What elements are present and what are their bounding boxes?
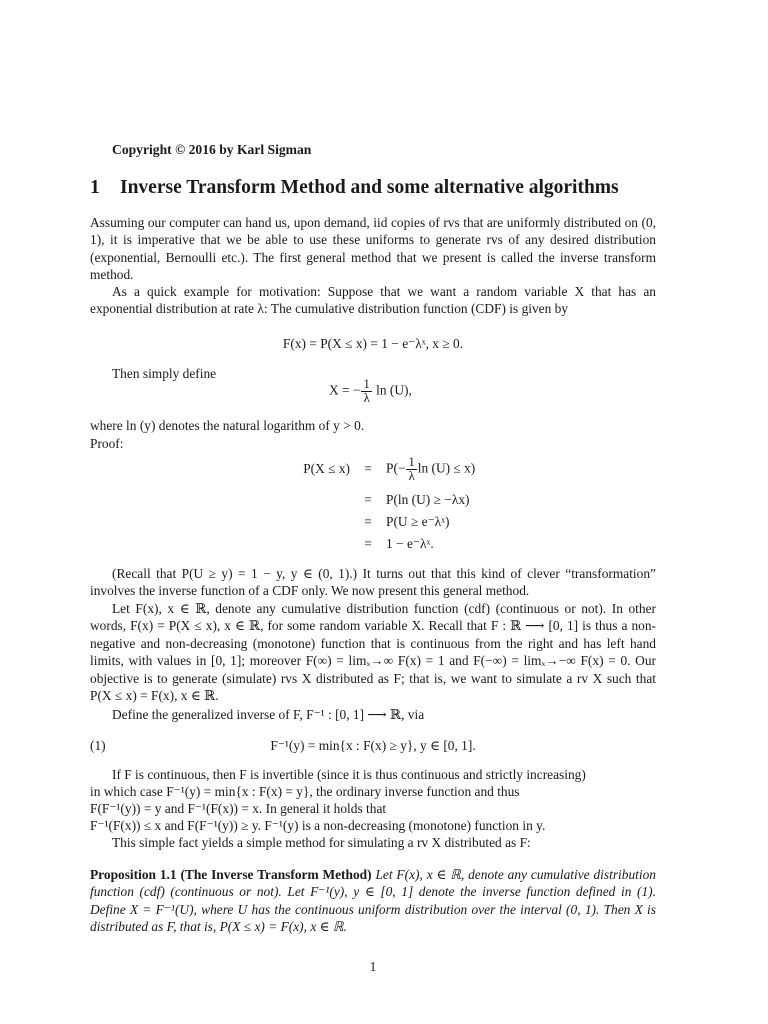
proof-row-op: =	[364, 536, 372, 551]
paragraph-generalized-inverse: Define the generalized inverse of F, F⁻¹ : [0, 1] ⟶ ℝ, via	[112, 707, 425, 722]
section-title: Inverse Transform Method and some alternative algorithms	[120, 177, 619, 198]
section-number: 1	[90, 177, 100, 198]
proof-frac-den: λ	[408, 469, 415, 483]
eq-x-frac-num: 1	[363, 377, 370, 391]
proof-row-rhs: P(U ≥ e⁻λˣ)	[386, 514, 450, 529]
continuity-line: in which case F⁻¹(y) = min{x : F(x) = y}, the ordinary inverse function and thus	[90, 784, 520, 799]
paragraph-recall: (Recall that P(U ≥ y) = 1 − y, y ∈ (0, 1).) It turns out that this kind of clever “transformation” involves the inverse function of a CDF only. We now present this general method.	[90, 566, 656, 599]
continuity-line: If F is continuous, then F is invertible (since it is thus continuous and strictly increasing)	[112, 767, 586, 782]
proof-row-op: =	[364, 460, 372, 476]
proof-row-lhs: P(X ≤ x)	[303, 460, 350, 476]
eq-x-frac-den: λ	[363, 391, 370, 405]
proof-row-rhs-a: P(−	[386, 460, 406, 476]
equation-cdf: F(x) = P(X ≤ x) = 1 − e⁻λˣ, x ≥ 0.	[282, 336, 464, 351]
copyright-notice: Copyright © 2016 by Karl Sigman	[112, 142, 312, 157]
document-page	[90, 0, 656, 1024]
equation-x-definition	[329, 378, 412, 405]
paragraph-cdf-definition: Let F(x), x ∈ ℝ, denote any cumulative distribution function (cdf) (continuous or not). In other words, F(x) = P(X ≤ x), x ∈ ℝ, for some random variable X. Recall that F : ℝ ⟶ [0, 1] is thus a non-negative and non-decreasing (monotone) function that is continuous from the right and has left hand limits, with values in [0, 1]; moreover F(∞) = limₓ→∞ F(x) = 1 and F(−∞) = limₓ→−∞ F(x) = 0. Our objective is to generate (simulate) rvs X distributed as F; that is, we want to simulate a rv X such that P(X ≤ x) = F(x), x ∈ ℝ.	[90, 601, 656, 704]
paragraph-motivation: As a quick example for motivation: Suppose that we want a random variable X that has an exponential distribution at rate λ: The cumulative distribution function (CDF) is given by	[90, 284, 656, 317]
proof-row-op: =	[364, 492, 372, 507]
proof-fraction	[406, 456, 416, 483]
where-ln-text: where ln (y) denotes the natural logarithm of y > 0.	[90, 418, 365, 433]
continuity-line: F⁻¹(F(x)) ≤ x and F(F⁻¹(y)) ≥ y. F⁻¹(y) is a non-decreasing (monotone) function in y.	[90, 818, 546, 833]
paragraph-intro: Assuming our computer can hand us, upon demand, iid copies of rvs that are uniformly distributed on (0, 1), it is imperative that we be able to use these uniforms to generate rvs of any desired distribution (exponential, Bernoulli etc.). The first general method that we present is called the inverse transform method.	[90, 215, 656, 283]
proposition-body: Let F(x), x ∈ ℝ, denote any cumulative distribution function (cdf) (continuous or not). Let F⁻¹(y), y ∈ [0, 1] denote the inverse function defined in (1). Define X = F⁻¹(U), where U has the continuous uniform distribution over the interval (0, 1). Then X is distributed as F, that is, P(X ≤ x) = F(x), x ∈ ℝ.	[90, 867, 656, 935]
proposition-block	[90, 866, 656, 936]
eq-x-lhs: X = −	[329, 382, 361, 398]
equation-generalized-inverse: F⁻¹(y) = min{x : F(x) ≥ y}, y ∈ [0, 1].	[270, 738, 476, 753]
proof-row-rhs: P(ln (U) ≥ −λx)	[386, 492, 470, 507]
continuity-line: F(F⁻¹(y)) = y and F⁻¹(F(x)) = x. In general it holds that	[90, 801, 387, 816]
proof-frac-num: 1	[408, 455, 415, 469]
page-number: 1	[369, 959, 377, 974]
proof-row-op: =	[364, 514, 372, 529]
eq-x-rhs: ln (U),	[376, 382, 412, 398]
proof-row	[272, 456, 475, 483]
section-heading	[90, 179, 619, 196]
continuity-line: This simple fact yields a simple method for simulating a rv X distributed as F:	[112, 835, 531, 850]
then-define-text: Then simply define	[112, 366, 217, 381]
proof-row	[272, 513, 449, 530]
proof-row	[272, 491, 470, 508]
proof-row-rhs: 1 − e⁻λˣ.	[386, 536, 434, 551]
equation-number: (1)	[90, 738, 106, 753]
proof-row	[272, 535, 434, 552]
proof-row-rhs-b: ln (U) ≤ x)	[417, 460, 476, 476]
proposition-title: Proposition 1.1 (The Inverse Transform Method)	[90, 867, 372, 882]
eq-x-fraction	[361, 378, 371, 405]
proof-label: Proof:	[90, 436, 124, 451]
